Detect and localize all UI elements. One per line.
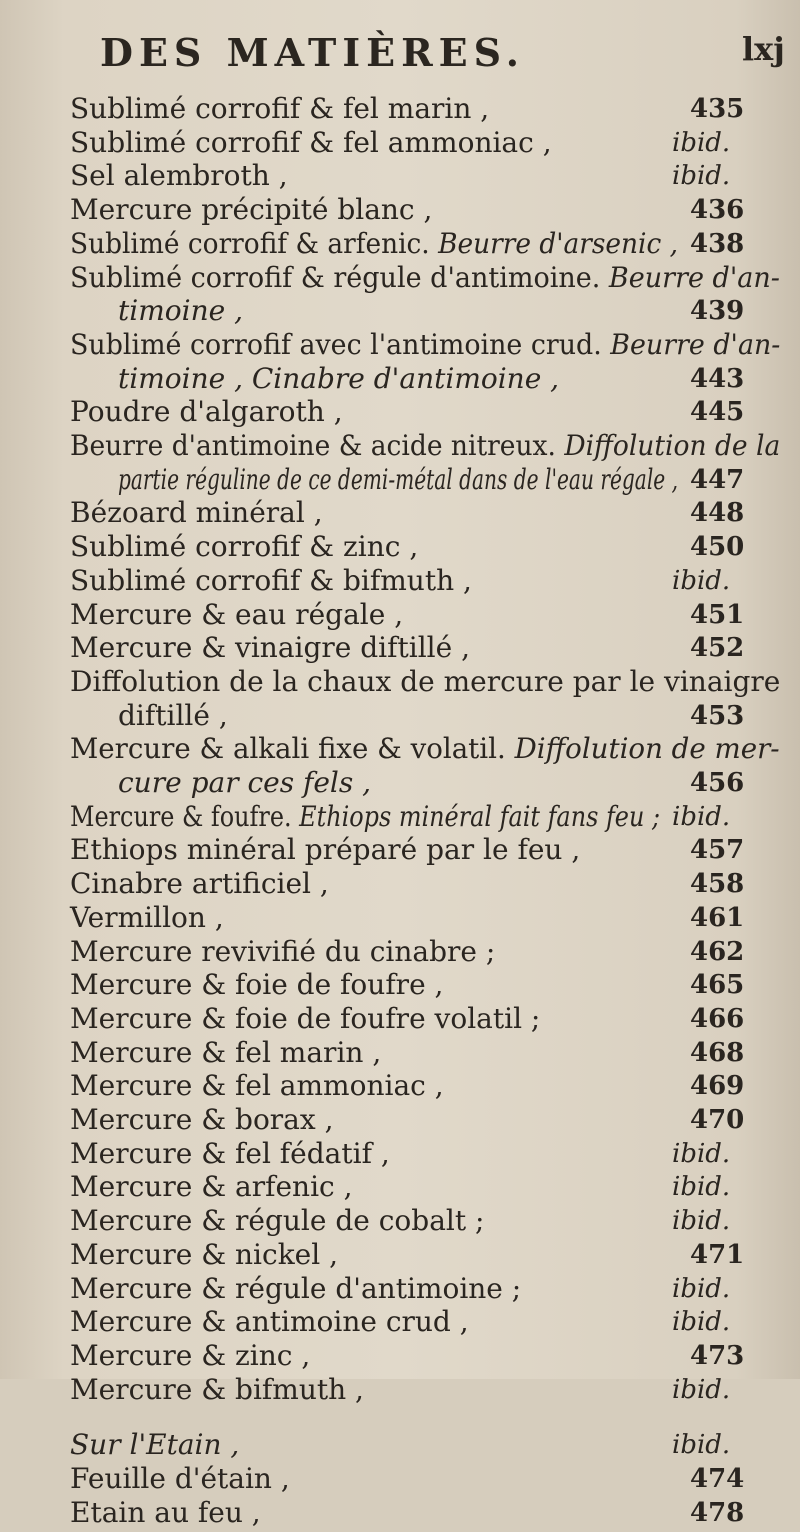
- index-entry: [0, 159, 800, 195]
- index-entry: [0, 766, 800, 802]
- entry-roman-text: Mercure & foufre.: [70, 799, 292, 833]
- entry-roman-text: diftillé ,: [118, 698, 228, 732]
- index-entry: [0, 496, 800, 532]
- entry-page-number: 445: [690, 397, 745, 428]
- index-entry: [0, 126, 800, 162]
- entry-roman-text: Mercure précipité blanc ,: [70, 193, 433, 227]
- entry-text: [70, 665, 780, 699]
- index-entry: [0, 328, 800, 364]
- entry-text: [70, 395, 343, 429]
- entry-text: [70, 1204, 484, 1238]
- entry-page-number: ibid.: [672, 1273, 731, 1304]
- entry-text: [118, 294, 243, 328]
- entry-page-number: 468: [690, 1037, 745, 1068]
- entry-page-number: 450: [690, 532, 745, 563]
- entry-text: [70, 1496, 261, 1530]
- index-entry: [0, 935, 800, 971]
- index-entry: [0, 1496, 800, 1532]
- entry-text: [70, 530, 418, 564]
- entry-text: [70, 1462, 290, 1496]
- entry-page-number: ibid.: [672, 127, 731, 158]
- entry-roman-text: Sel alembroth ,: [70, 159, 288, 193]
- index-entry: [0, 867, 800, 903]
- entry-text: [70, 193, 432, 227]
- index-entry: [0, 530, 800, 566]
- index-entry: [0, 1462, 800, 1498]
- entry-text: [118, 699, 228, 733]
- entry-roman-text: Cinabre artificiel ,: [70, 867, 329, 901]
- entry-page-number: ibid.: [672, 1374, 731, 1405]
- entry-roman-text: Mercure & nickel ,: [70, 1237, 338, 1271]
- entry-page-number: 478: [690, 1497, 745, 1528]
- entry-italic-text: Diffolution de la: [564, 429, 781, 462]
- entry-text: [118, 362, 559, 396]
- entry-roman-text: Sublimé corrofif & régule d'antimoine.: [70, 260, 601, 294]
- entry-text: [70, 833, 580, 867]
- entry-page-number: ibid.: [672, 1206, 731, 1237]
- entry-text: [70, 867, 329, 901]
- entry-italic-text: Beurre d'arsenic ,: [438, 226, 679, 260]
- entry-roman-text: Mercure & fel marin ,: [70, 1035, 382, 1069]
- entry-page-number: 462: [690, 936, 745, 967]
- entry-roman-text: Mercure & alkali fixe & volatil.: [70, 732, 506, 766]
- entry-text: [70, 732, 780, 766]
- entry-text: [70, 631, 470, 665]
- entry-text: [70, 901, 224, 935]
- index-entry: [0, 1272, 800, 1308]
- entry-page-number: 436: [690, 195, 745, 226]
- entry-italic-text: timoine , Cinabre d'antimoine ,: [118, 361, 560, 395]
- entry-italic-text: Beurre d'an-: [608, 260, 780, 294]
- entry-text: [70, 159, 288, 193]
- index-entry: [0, 463, 800, 499]
- entry-page-number: 453: [690, 700, 745, 731]
- index-entry: [0, 1103, 800, 1139]
- entry-roman-text: Mercure & fel fédatif ,: [70, 1136, 390, 1170]
- index-entry: [0, 1036, 800, 1072]
- entry-page-number: 451: [690, 599, 745, 630]
- entry-text: [70, 261, 780, 295]
- index-entry: [0, 1238, 800, 1274]
- entry-roman-text: Beurre d'antimoine & acide nitreux.: [70, 429, 556, 462]
- index-entry: [0, 1204, 800, 1240]
- index-entry: [0, 362, 800, 398]
- entry-page-number: 461: [690, 902, 745, 933]
- index-entry: [0, 901, 800, 937]
- entry-roman-text: Mercure & vinaigre diftillé ,: [70, 631, 470, 665]
- entry-italic-text: cure par ces fels ,: [118, 766, 372, 799]
- index-entry: [0, 1069, 800, 1105]
- entry-roman-text: Sublimé corrofif avec l'antimoine crud.: [70, 327, 602, 361]
- running-title: DES MATIÈRES.: [100, 30, 525, 75]
- entry-roman-text: Feuille d'étain ,: [70, 1462, 290, 1495]
- entry-roman-text: Sublimé corrofif & fel marin ,: [70, 92, 490, 125]
- entry-text: [70, 1137, 390, 1171]
- entry-page-number: 470: [690, 1105, 745, 1135]
- entry-text: [70, 564, 472, 598]
- entry-page-number: 448: [690, 498, 745, 529]
- entry-roman-text: Mercure & bifmuth ,: [70, 1372, 364, 1406]
- entry-roman-text: Sublimé corrofif & bifmuth ,: [70, 563, 472, 597]
- entry-text: [70, 1272, 521, 1306]
- entry-page-number: 469: [690, 1071, 745, 1102]
- entry-roman-text: Sublimé corrofif & zinc ,: [70, 530, 419, 564]
- entry-page-number: 456: [690, 768, 745, 798]
- entry-page-number: ibid.: [672, 565, 731, 596]
- index-entry: [0, 631, 800, 667]
- entry-roman-text: Mercure revivifié du cinabre ;: [70, 934, 496, 968]
- entry-text: [70, 328, 780, 362]
- entry-text: [70, 1339, 310, 1373]
- index-entry: [0, 1428, 800, 1464]
- entry-page-number: ibid.: [672, 1172, 731, 1203]
- entry-roman-text: Vermillon ,: [70, 900, 224, 934]
- entry-page-number: 438: [690, 228, 745, 259]
- entry-page-number: 458: [690, 869, 745, 900]
- entry-roman-text: Mercure & eau régale ,: [70, 597, 404, 631]
- entry-roman-text: Mercure & foie de foufre ,: [70, 968, 444, 1002]
- entry-text: [70, 598, 403, 632]
- entry-text: [118, 766, 371, 800]
- index-entry: [0, 429, 800, 465]
- entry-roman-text: Mercure & borax ,: [70, 1103, 334, 1136]
- index-entry: [0, 1373, 800, 1409]
- entry-text: [70, 1002, 540, 1036]
- entry-page-number: ibid.: [672, 801, 731, 832]
- entry-roman-text: Mercure & arfenic ,: [70, 1170, 353, 1204]
- entry-roman-text: Mercure & zinc ,: [70, 1338, 311, 1372]
- entry-page-number: 473: [690, 1340, 745, 1371]
- index-entry: [0, 564, 800, 600]
- entry-roman-text: Etain au feu ,: [70, 1495, 261, 1529]
- entry-page-number: 447: [690, 464, 745, 495]
- entry-roman-text: Sublimé corrofif & fel ammoniac ,: [70, 125, 552, 159]
- index-entry: [0, 665, 800, 701]
- entry-page-number: 435: [690, 94, 745, 124]
- entry-italic-text: partie réguline de ce demi-métal dans de l'eau régale ,: [118, 462, 678, 496]
- entry-text: [70, 126, 552, 160]
- index-entry: [0, 193, 800, 229]
- entry-page-number: 474: [690, 1464, 745, 1494]
- entry-roman-text: Sublimé corrofif & arfenic.: [70, 226, 430, 260]
- entry-text: [70, 1428, 239, 1462]
- index-entry: [0, 699, 800, 735]
- index-entry: [0, 395, 800, 431]
- entry-text: [70, 800, 660, 834]
- entry-page-number: 439: [690, 296, 745, 327]
- entry-roman-text: Bézoard minéral ,: [70, 496, 323, 530]
- entry-roman-text: Mercure & fel ammoniac ,: [70, 1069, 444, 1103]
- index-entry: [0, 800, 800, 836]
- entry-page-number: 466: [690, 1003, 745, 1034]
- entry-text: [70, 1305, 469, 1339]
- index-entry: [0, 968, 800, 1004]
- index-entry: [0, 261, 800, 297]
- entry-roman-text: Poudre d'algaroth ,: [70, 395, 343, 429]
- entry-page-number: ibid.: [672, 161, 731, 192]
- entry-italic-text: Sur l'Etain ,: [70, 1428, 240, 1462]
- entry-text: [70, 1036, 381, 1070]
- entry-text: [70, 1103, 333, 1137]
- entry-italic-text: Diffolution de mer-: [514, 732, 780, 766]
- index-entry: [0, 598, 800, 634]
- index-entry: [0, 92, 800, 128]
- index-entry: [0, 833, 800, 869]
- entry-page-number: ibid.: [672, 1307, 731, 1338]
- entry-roman-text: Mercure & antimoine crud ,: [70, 1305, 469, 1339]
- entry-roman-text: Ethiops minéral préparé par le feu ,: [70, 833, 581, 867]
- entry-text: [70, 227, 678, 261]
- entry-text: [70, 92, 489, 126]
- entry-page-number: ibid.: [672, 1138, 731, 1169]
- entry-text: [70, 429, 780, 463]
- entry-text: [70, 935, 495, 969]
- entry-page-number: 457: [690, 835, 745, 866]
- entry-italic-text: timoine ,: [118, 294, 243, 328]
- entry-text: [70, 1069, 444, 1103]
- entry-text: [70, 968, 443, 1002]
- entry-text: [70, 1373, 364, 1407]
- index-entry: [0, 1339, 800, 1375]
- entry-page-number: ibid.: [672, 1430, 731, 1461]
- entry-text: [118, 463, 678, 497]
- entry-text: [70, 1238, 338, 1272]
- entry-page-number: 465: [690, 970, 745, 1001]
- entry-italic-text: Beurre d'an-: [610, 327, 781, 361]
- index-entry: [0, 1002, 800, 1038]
- folio-number: lxj: [742, 30, 785, 68]
- entry-page-number: 471: [690, 1239, 745, 1270]
- entry-italic-text: Ethiops minéral fait fans feu ;: [299, 799, 661, 833]
- index-entry: [0, 1305, 800, 1341]
- entry-roman-text: Mercure & régule d'antimoine ;: [70, 1271, 522, 1305]
- index-entry: [0, 1170, 800, 1206]
- index-entry: [0, 294, 800, 330]
- entry-text: [70, 1170, 353, 1204]
- entry-roman-text: Diffolution de la chaux de mercure par le vinaigre: [70, 664, 781, 698]
- entry-page-number: 452: [690, 633, 745, 664]
- entry-text: [70, 496, 323, 530]
- entry-roman-text: Mercure & foie de foufre volatil ;: [70, 1001, 541, 1035]
- index-entry: [0, 227, 800, 263]
- entry-page-number: 443: [690, 363, 745, 394]
- entry-roman-text: Mercure & régule de cobalt ;: [70, 1204, 485, 1238]
- index-entry: [0, 1137, 800, 1173]
- index-entry: [0, 732, 800, 768]
